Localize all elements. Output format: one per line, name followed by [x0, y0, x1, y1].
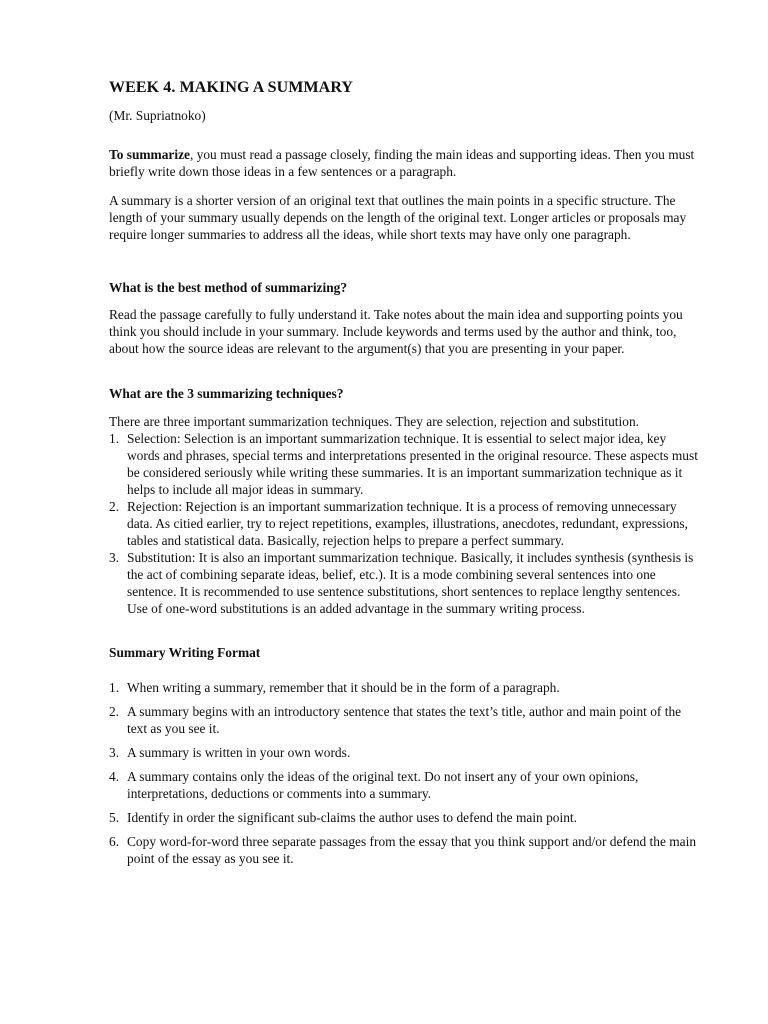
format-list [109, 679, 701, 867]
list-item-text: A summary begins with an introductory sentence that states the text’s title, author and main point of the text as you see it. [127, 704, 682, 736]
techniques-intro: There are three important summarization techniques. They are selection, rejection and substitution. [109, 414, 639, 429]
techniques-list [109, 430, 701, 617]
section-heading-format: Summary Writing Format [109, 645, 261, 660]
list-item-text: When writing a summary, remember that it should be in the form of a paragraph. [127, 680, 560, 695]
list-item-number: 6. [109, 834, 120, 849]
list-item-number: 5. [109, 810, 120, 825]
definition-paragraph: A summary is a shorter version of an original text that outlines the main points in a specific structure. The length of your summary usually depends on the length of the original text. Longer articles or proposals may require longer summaries to address all the ideas, while short texts may have only one paragraph. [109, 193, 687, 242]
list-item [109, 703, 701, 737]
list-item-number: 2. [109, 704, 120, 719]
author-line: (Mr. Supriatnoko) [109, 108, 206, 123]
list-item [109, 430, 701, 498]
intro-bold-term: To summarize [109, 147, 190, 162]
list-item-number: 4. [109, 769, 120, 784]
method-paragraph: Read the passage carefully to fully understand it. Take notes about the main idea and supporting points you think you should include in your summary. Include keywords and terms used by the author and think, too, about how the source ideas are relevant to the argument(s) that you are presenting in your paper. [109, 307, 683, 356]
list-item-text: A summary contains only the ideas of the original text. Do not insert any of your own opinions, interpretations, deductions or comments into a summary. [127, 769, 639, 801]
list-item-text: Substitution: It is also an important summarization technique. Basically, it includes synthesis (synthesis is the act of combining separate ideas, belief, etc.). It is a mode combining several sentences into one sentence. It is recommended to use sentence substitutions, short sentences to replace lengthy sentences. Use of one-word substitutions is an added advantage in the summary writing process. [127, 550, 694, 616]
list-item [109, 549, 701, 617]
intro-paragraph [109, 146, 701, 180]
section-heading-techniques: What are the 3 summarizing techniques? [109, 386, 344, 401]
list-item [109, 498, 701, 549]
list-item-number: 2. [109, 499, 120, 514]
list-item-number: 1. [109, 431, 120, 446]
list-item [109, 679, 701, 696]
list-item-number: 1. [109, 680, 120, 695]
list-item [109, 768, 701, 802]
list-item [109, 833, 701, 867]
list-item-number: 3. [109, 745, 120, 760]
intro-text: , you must read a passage closely, finding the main ideas and supporting ideas. Then you must briefly write down those ideas in a few sentences or a paragraph. [109, 147, 695, 179]
section-heading-method: What is the best method of summarizing? [109, 280, 348, 295]
page-title: WEEK 4. MAKING A SUMMARY [109, 79, 354, 96]
list-item [109, 809, 701, 826]
list-item-text: A summary is written in your own words. [127, 745, 351, 760]
list-item-text: Selection: Selection is an important summarization technique. It is essential to select major idea, key words and phrases, special terms and interpretations presented in the original resource. These aspects must be considered seriously while writing these summaries. It is an important summarization technique as it helps to include all major ideas in summary. [127, 431, 698, 497]
list-item-number: 3. [109, 550, 120, 565]
list-item [109, 744, 701, 761]
list-item-text: Copy word-for-word three separate passages from the essay that you think support and/or defend the main point of the essay as you see it. [127, 834, 697, 866]
list-item-text: Identify in order the significant sub-claims the author uses to defend the main point. [127, 810, 577, 825]
list-item-text: Rejection: Rejection is an important summarization technique. It is a process of removing unnecessary data. As citied earlier, try to reject repetitions, examples, illustrations, anecdotes, redundant, expressions, tables and statistical data. Basically, rejection helps to prepare a perfect summary. [127, 499, 688, 548]
document-page [109, 72, 701, 874]
